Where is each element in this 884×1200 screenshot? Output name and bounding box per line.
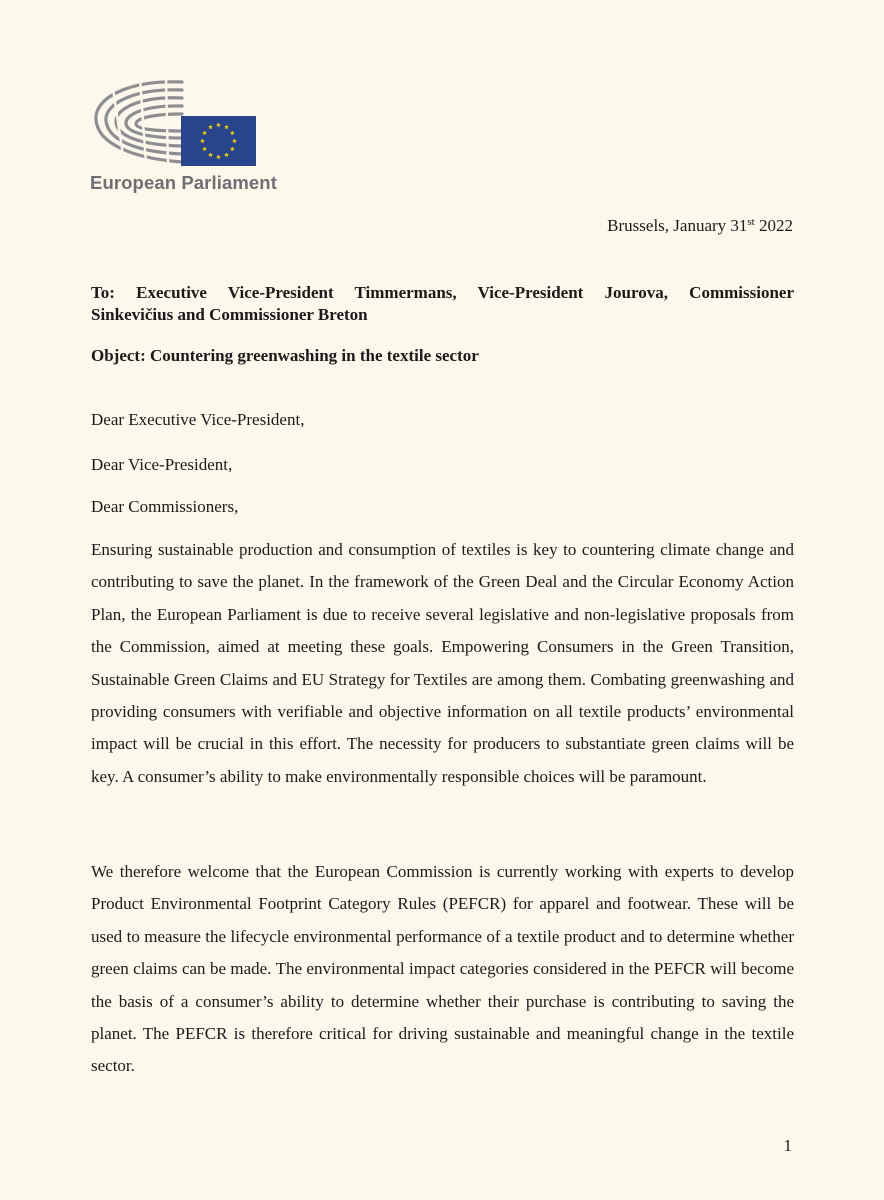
hemicycle-flag-icon xyxy=(88,76,258,168)
page-number: 1 xyxy=(783,1136,792,1155)
recipients-line-1: To: Executive Vice-President Timmermans, Vice-President Jourova, Commissioner xyxy=(91,283,794,302)
letter-date xyxy=(607,216,793,236)
european-parliament-logo xyxy=(88,76,277,193)
date-year: 2022 xyxy=(754,216,793,235)
recipients-line-2: Sinkevičius and Commissioner Breton xyxy=(91,305,368,324)
salutation-vice-president: Dear Vice-President, xyxy=(91,455,233,474)
letter-object: Object: Countering greenwashing in the textile sector xyxy=(91,346,479,365)
salutation-commissioners: Dear Commissioners, xyxy=(91,497,239,516)
body-paragraph-1: Ensuring sustainable production and consumption of textiles is key to countering climate change and contributing to save the planet. In the framework of the Green Deal and the Circular Economy Action Plan, the European Parliament is due to receive several legislative and non-legislative proposals from the Commission, aimed at meeting these goals. Empowering Consumers in the Green Transition, Sustainable Green Claims and EU Strategy for Textiles are among them. Combating greenwashing and providing consumers with verifiable and objective information on all textile products’ environmental impact will be crucial in this effort. The necessity for producers to substantiate green claims will be key. A consumer’s ability to make environmentally responsible choices will be paramount. xyxy=(91,540,794,786)
salutation-executive-vice-president: Dear Executive Vice-President, xyxy=(91,410,305,429)
body-paragraph-2: We therefore welcome that the European Commission is currently working with experts to develop Product Environmental Footprint Category Rules (PEFCR) for apparel and footwear. These will be used to measure the lifecycle environmental performance of a textile product and to determine whether green claims can be made. The environmental impact categories considered in the PEFCR will become the basis of a consumer’s ability to determine whether their purchase is contributing to saving the planet. The PEFCR is therefore critical for driving sustainable and meaningful change in the textile sector. xyxy=(91,862,794,1076)
date-prefix: Brussels, January 31 xyxy=(607,216,748,235)
recipients xyxy=(91,282,794,326)
date-ordinal-suffix: st xyxy=(747,216,755,228)
logo-wordmark: European Parliament xyxy=(90,172,277,193)
